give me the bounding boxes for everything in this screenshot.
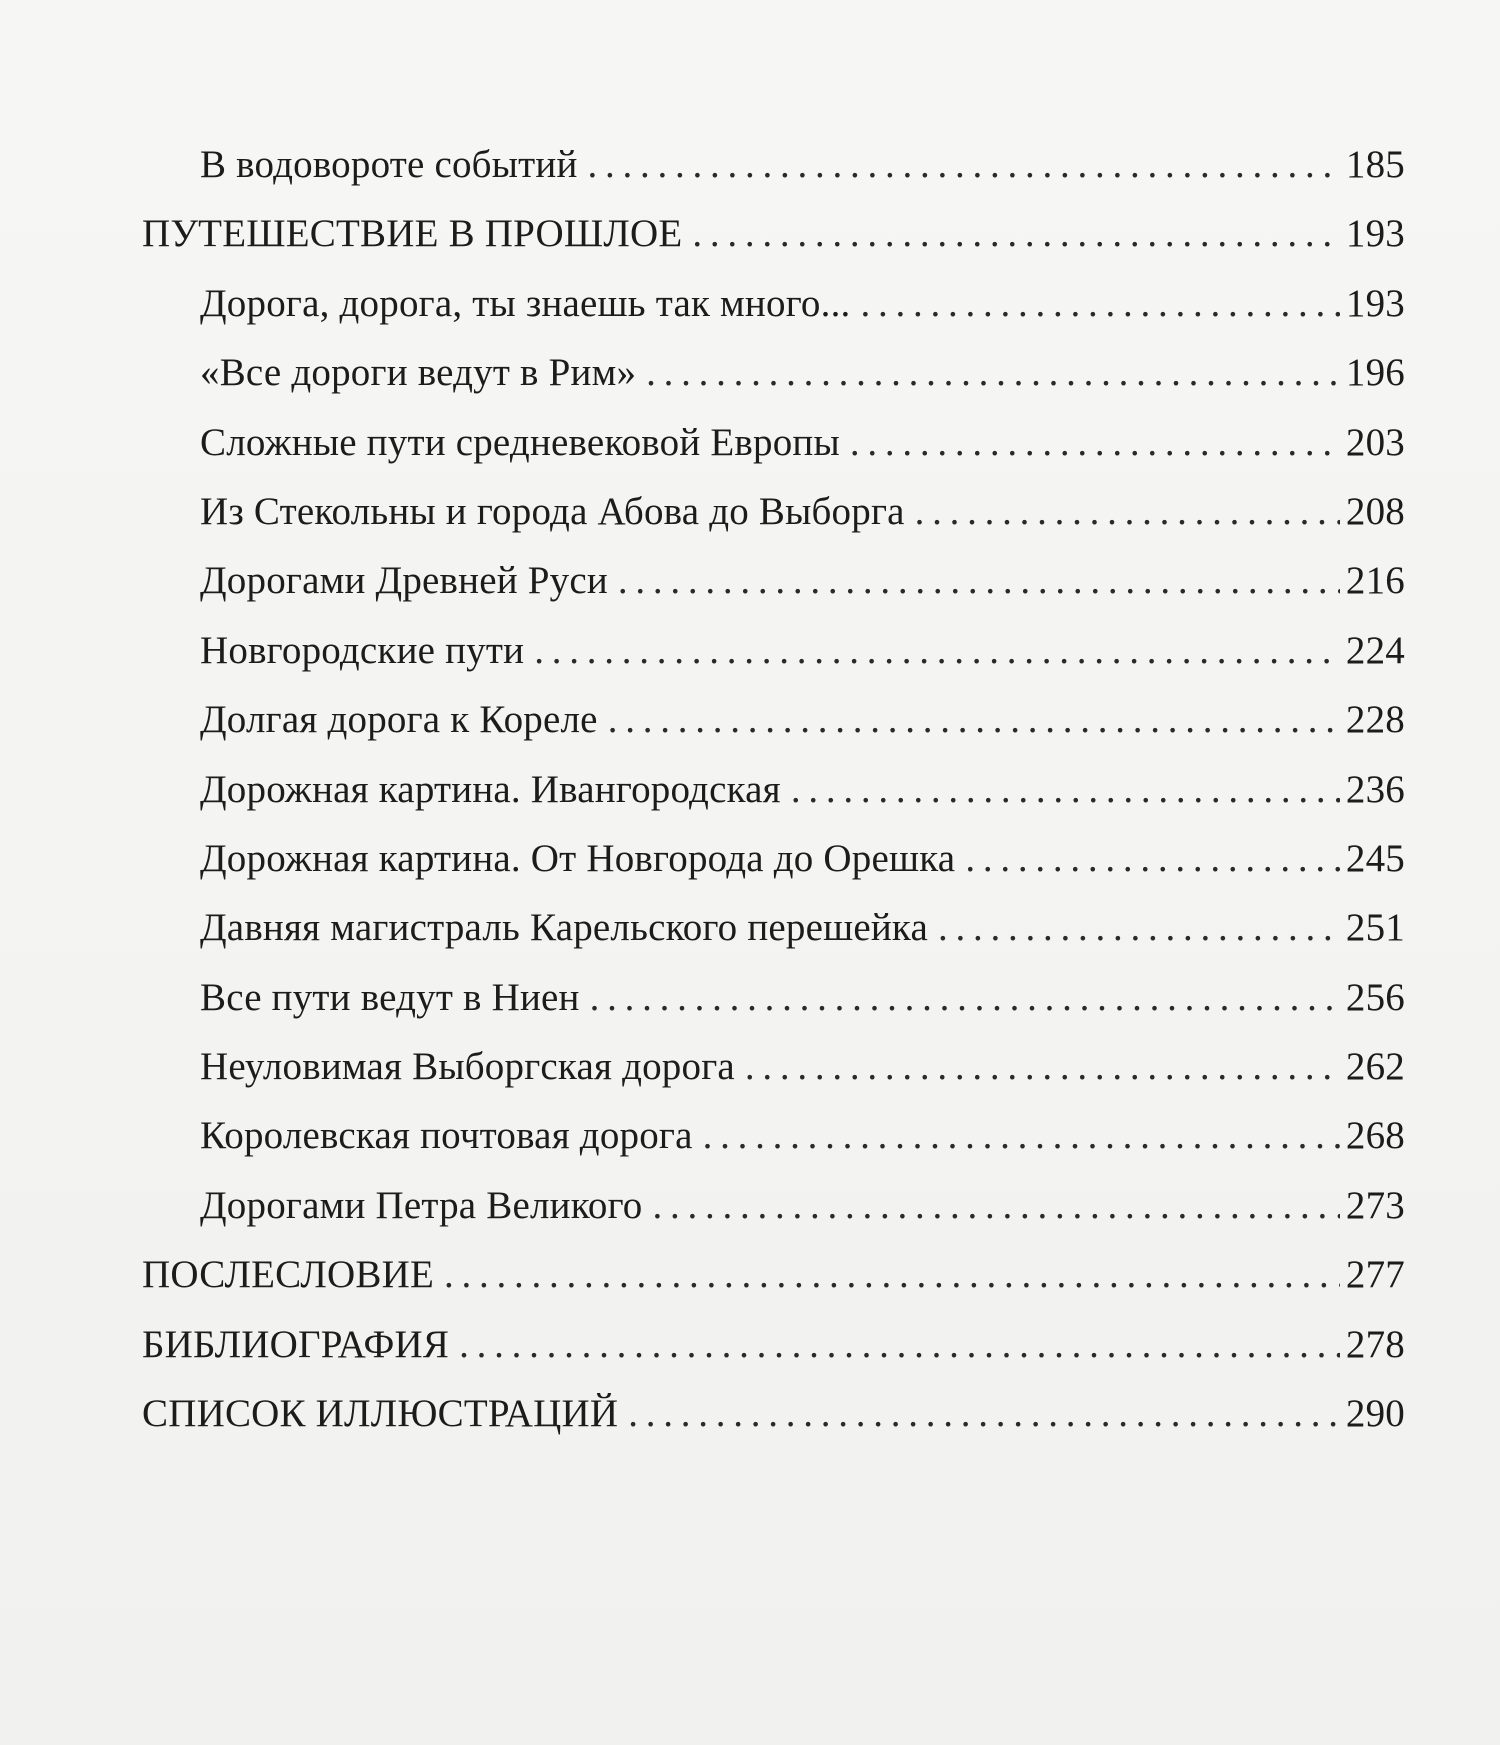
dot-leader [588,130,1340,199]
toc-entry [142,963,1405,1032]
toc-entry-title: Дорожная картина. Ивангородская [200,767,781,811]
dot-leader [628,1379,1340,1448]
dot-leader [850,408,1340,477]
dot-leader [938,893,1340,962]
toc-entry-title: ПОСЛЕСЛОВИЕ [142,1253,434,1297]
toc-entry-page: 193 [1345,212,1405,256]
toc-entry [142,477,1405,546]
toc-entry-title: Дорога, дорога, ты знаешь так много... [200,281,851,325]
toc-entry [142,408,1405,477]
toc-entry-page: 278 [1345,1322,1405,1366]
toc-entry-title: Новгородские пути [200,628,525,672]
toc-entry-page: 208 [1345,489,1405,533]
toc-entry-page: 251 [1345,906,1405,950]
toc-entry-title: Все пути ведут в Ниен [200,975,580,1019]
dot-leader [860,269,1339,338]
toc-entry [142,199,1405,268]
toc-entry [142,685,1405,754]
toc-entry [142,824,1405,893]
toc-entry [142,1101,1405,1170]
toc-entry-title: БИБЛИОГРАФИЯ [142,1322,450,1366]
dot-leader [590,963,1340,1032]
toc-entry [142,1379,1405,1448]
toc-entry-page: 228 [1345,698,1405,742]
toc-entry [142,755,1405,824]
toc-entry [142,1032,1405,1101]
toc-entry-page: 216 [1345,559,1405,603]
dot-leader [459,1310,1340,1379]
dot-leader [965,824,1340,893]
dot-leader [791,755,1340,824]
dot-leader [608,685,1340,754]
toc-entry-title: Давняя магистраль Карельского перешейка [200,906,928,950]
toc-entry-title: ПУТЕШЕСТВИЕ В ПРОШЛОЕ [142,212,683,256]
toc-entry-title: Из Стекольны и города Абова до Выборга [200,489,905,533]
toc-entry [142,893,1405,962]
toc-entry-title: Дорожная картина. От Новгорода до Орешка [200,836,956,880]
dot-leader [618,546,1340,615]
toc-entry [142,1240,1405,1309]
toc-entry-page: 203 [1345,420,1405,464]
toc-entry-title: Дорогами Петра Великого [200,1183,643,1227]
toc-entry [142,1171,1405,1240]
dot-leader [653,1171,1340,1240]
dot-leader [915,477,1340,546]
table-of-contents [142,130,1405,1448]
toc-entry-page: 185 [1345,143,1405,186]
dot-leader [444,1240,1340,1309]
dot-leader [646,338,1340,407]
toc-entry-page: 262 [1345,1045,1405,1089]
toc-entry-page: 193 [1345,281,1405,325]
dot-leader [534,616,1340,685]
toc-entry-page: 196 [1345,351,1405,395]
dot-leader [692,199,1339,268]
toc-entry [142,546,1405,615]
toc-entry-title: Сложные пути средневековой Европы [200,420,840,464]
toc-entry-page: 268 [1345,1114,1405,1158]
toc-entry-title: «Все дороги ведут в Рим» [200,351,637,395]
toc-entry-page: 224 [1345,628,1405,672]
toc-entry-title: СПИСОК ИЛЛЮСТРАЦИЙ [142,1392,619,1436]
toc-entry-page: 256 [1345,975,1405,1019]
toc-entry [142,269,1405,338]
toc-entry-page: 245 [1345,836,1405,880]
toc-entry-title: Неуловимая Выборгская дорога [200,1045,735,1089]
toc-entry [142,130,1405,199]
toc-entry [142,338,1405,407]
dot-leader [703,1101,1340,1170]
toc-entry-page: 277 [1345,1253,1405,1297]
toc-entry-title: Королевская почтовая дорога [200,1114,693,1158]
toc-entry-title: В водовороте событий [200,143,578,186]
toc-entry-page: 290 [1345,1392,1405,1436]
toc-entry-page: 273 [1345,1183,1405,1227]
dot-leader [745,1032,1340,1101]
toc-entry [142,616,1405,685]
toc-entry-page: 236 [1345,767,1405,811]
toc-entry [142,1310,1405,1379]
toc-entry-title: Дорогами Древней Руси [200,559,608,603]
toc-entry-title: Долгая дорога к Кореле [200,698,598,742]
